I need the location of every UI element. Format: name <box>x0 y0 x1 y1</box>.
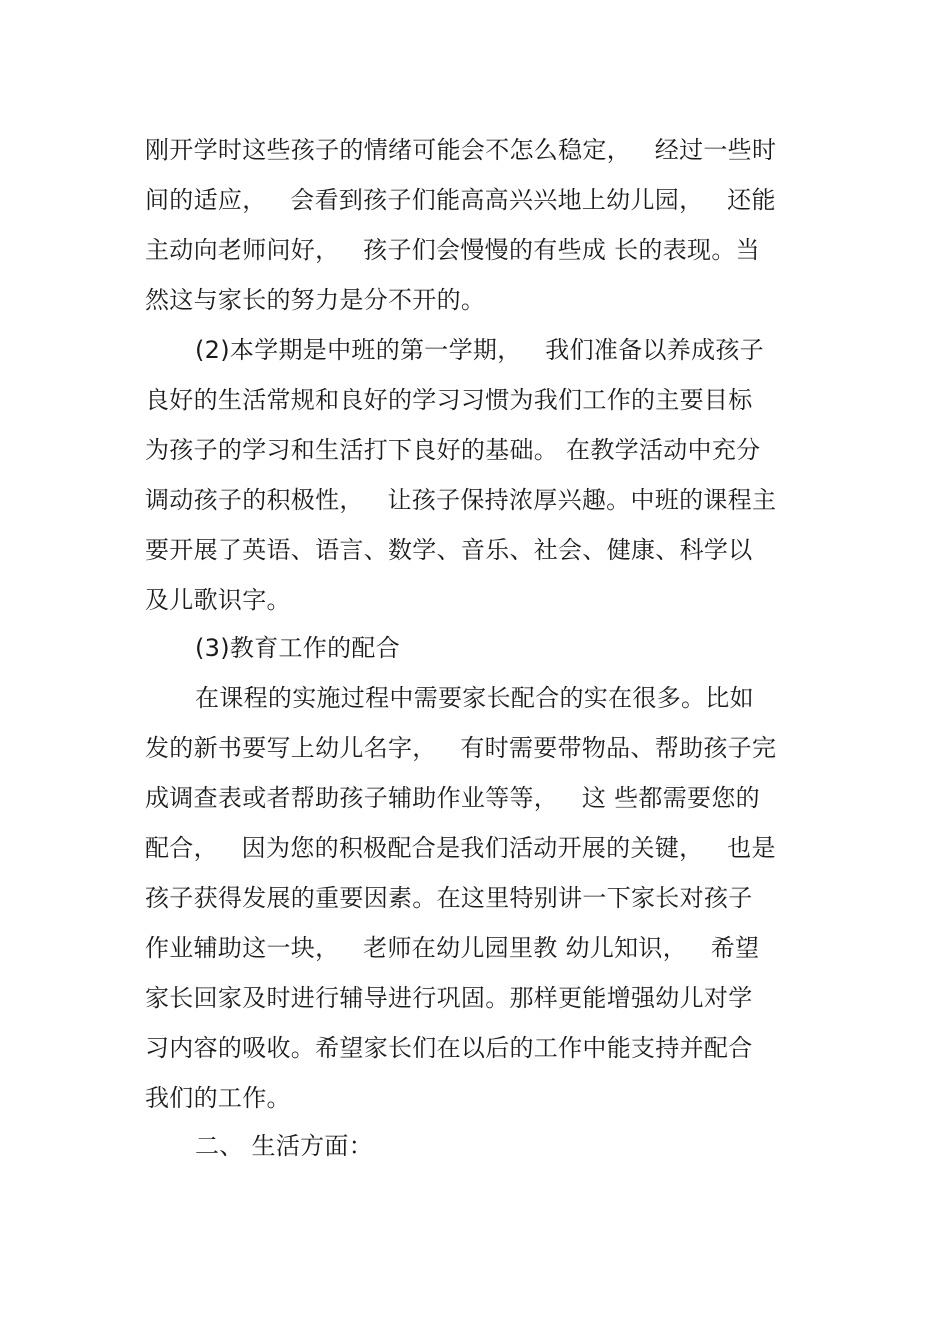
text-line: 调动孩子的积极性， 让孩子保持浓厚兴趣。中班的课程主 <box>145 486 777 514</box>
section-heading: 二、 生活方面： <box>195 1132 374 1160</box>
text-line: 成调查表或者帮助孩子辅助作业等等， 这 些都需要您的 <box>145 784 760 812</box>
text-line: 我们的工作。 <box>145 1084 291 1112</box>
text-line: 习内容的吸收。希望家长们在以后的工作中能支持并配合 <box>145 1034 753 1062</box>
text-line: 发的新书要写上幼儿名字， 有时需要带物品、帮助孩子完 <box>145 734 777 762</box>
section-heading: (3)教育工作的配合 <box>195 634 400 662</box>
paragraph-start-line: (2)本学期是中班的第一学期， 我们准备以养成孩子 <box>195 336 764 364</box>
text-line: 家长回家及时进行辅导进行巩固。那样更能增强幼儿对学 <box>145 984 753 1012</box>
text-line: 要开展了英语、语言、数学、音乐、社会、健康、科学以 <box>145 536 753 564</box>
text-line: 作业辅助这一块， 老师在幼儿园里教 幼儿知识， 希望 <box>145 934 760 962</box>
text-line: 主动向老师问好， 孩子们会慢慢的有些成 长的表现。当 <box>145 236 760 264</box>
text-line: 孩子获得发展的重要因素。在这里特别讲一下家长对孩子 <box>145 884 753 912</box>
text-line: 间的适应， 会看到孩子们能高高兴兴地上幼儿园， 还能 <box>145 186 776 214</box>
text-line: 良好的生活常规和良好的学习习惯为我们工作的主要目标 <box>145 386 753 414</box>
text-line: 配合， 因为您的积极配合是我们活动开展的关键， 也是 <box>145 834 776 862</box>
text-line: 为孩子的学习和生活打下良好的基础。 在教学活动中充分 <box>145 436 761 464</box>
text-line: 然这与家长的努力是分不开的。 <box>145 286 486 314</box>
paragraph-start-line: 在课程的实施过程中需要家长配合的实在很多。比如 <box>195 684 754 712</box>
text-line: 及儿歌识字。 <box>145 586 291 614</box>
text-line: 刚开学时这些孩子的情绪可能会不怎么稳定， 经过一些时 <box>145 136 777 164</box>
